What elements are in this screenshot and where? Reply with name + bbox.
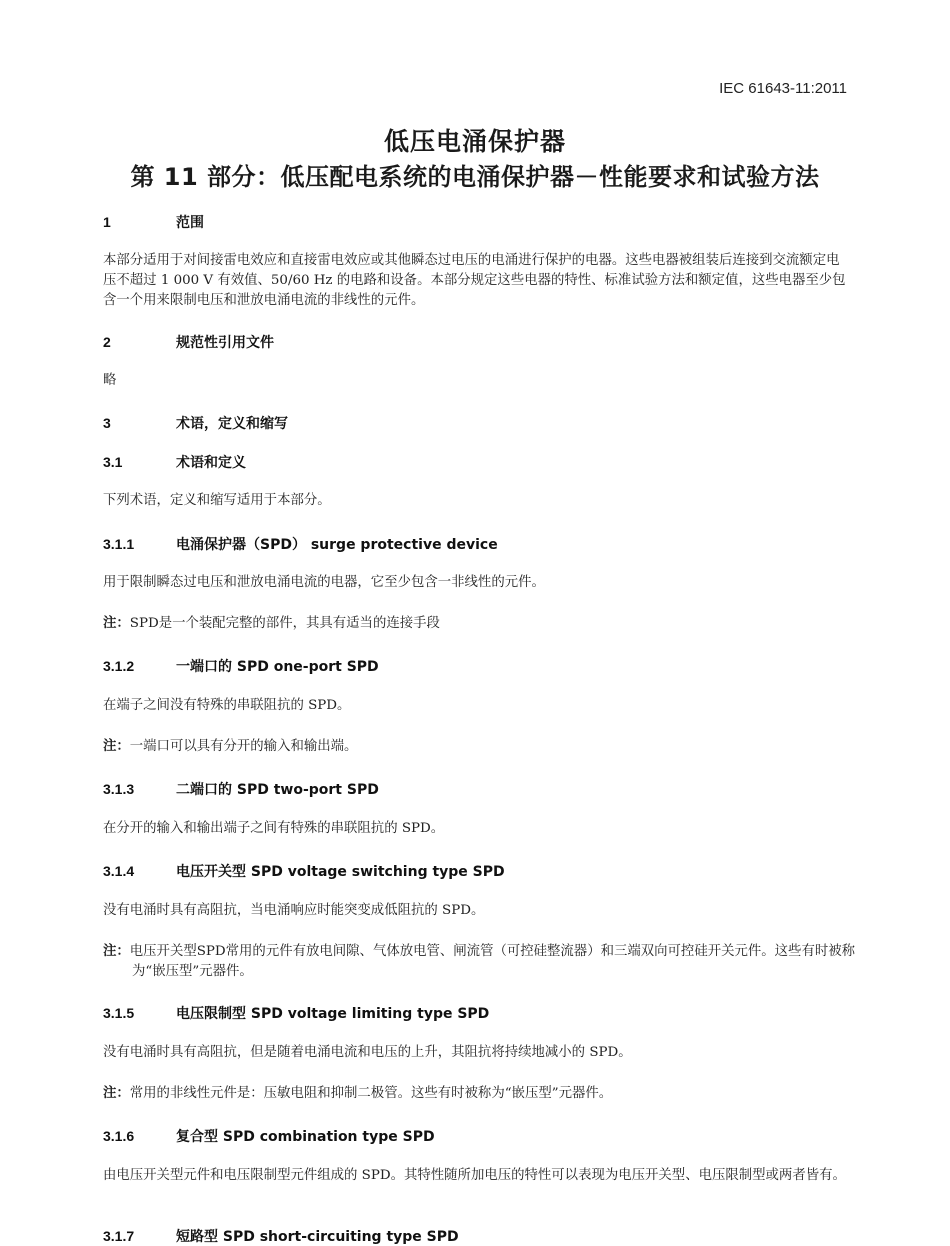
section-title: 电压限制型 SPD voltage limiting type SPD [176, 1006, 490, 1022]
section-3-heading [103, 413, 288, 433]
section-title: 二端口的 SPD two-port SPD [176, 782, 379, 798]
standard-number: IEC 61643-11:2011 [719, 80, 847, 97]
section-number: 3.1.2 [103, 658, 135, 674]
section-title: 电压开关型 SPD voltage switching type SPD [176, 864, 505, 880]
section-3-1-2-heading [103, 656, 379, 676]
section-3-1-7-heading [103, 1226, 459, 1246]
section-title: 规范性引用文件 [176, 335, 274, 351]
note-text: 常用的非线性元件是：压敏电阻和抑制二极管。这些有时被称为“嵌压型”元器件。 [129, 1086, 613, 1101]
section-3-1-4-body: 没有电涌时具有高阻抗，当电涌响应时能突变成低阻抗的 SPD。 [103, 903, 485, 918]
section-3-1-body: 下列术语，定义和缩写适用于本部分。 [103, 493, 331, 508]
section-3-1-5-body: 没有电涌时具有高阻抗，但是随着电涌电流和电压的上升，其阻抗将持续地减小的 SPD。 [103, 1045, 632, 1060]
section-title: 短路型 SPD short-circuiting type SPD [176, 1229, 459, 1245]
note-text: SPD是一个装配完整的部件，其具有适当的连接手段 [129, 616, 440, 631]
note-text: 一端口可以具有分开的输入和输出端。 [129, 739, 358, 754]
section-3-1-heading [103, 452, 246, 472]
section-number: 3.1.1 [103, 536, 135, 552]
note-label: 注： [103, 944, 130, 959]
section-number: 3 [103, 415, 111, 431]
section-3-1-5-note [103, 1084, 851, 1104]
section-2-heading [103, 332, 274, 352]
section-3-1-1-heading [103, 534, 498, 554]
section-1-heading [103, 212, 204, 232]
section-title: 范围 [176, 215, 204, 231]
section-2-body: 略 [103, 373, 117, 388]
section-title: 术语，定义和缩写 [176, 416, 288, 432]
section-3-1-2-note [103, 737, 851, 757]
section-1-body: 本部分适用于对间接雷电效应和直接雷电效应或其他瞬态过电压的电涌进行保护的电器。这些电器被组装后连接到交流额定电压不超过 1 000 V 有效值、50/60 Hz 的电路和设备。本部分规定这些电器的特性、标准试验方法和额定值，这些电器至少包含一个用来限制电压和泄放电涌电流的非线性的元件。 [103, 253, 846, 308]
section-3-1-4-note [103, 942, 880, 982]
section-number: 3.1.6 [103, 1128, 135, 1144]
section-title: 复合型 SPD combination type SPD [176, 1129, 435, 1145]
section-3-1-1-body: 用于限制瞬态过电压和泄放电涌电流的电器，它至少包含一非线性的元件。 [103, 575, 545, 590]
section-number: 2 [103, 334, 111, 350]
section-3-1-6-body: 由电压开关型元件和电压限制型元件组成的 SPD。其特性随所加电压的特性可以表现为电压开关型、电压限制型或两者皆有。 [103, 1168, 846, 1183]
section-3-1-2-body: 在端子之间没有特殊的串联阻抗的 SPD。 [103, 698, 351, 713]
document-title: 低压电涌保护器 [383, 127, 566, 156]
section-title: 一端口的 SPD one-port SPD [176, 659, 379, 675]
section-number: 3.1.3 [103, 781, 135, 797]
section-number: 3.1 [103, 454, 123, 470]
note-text: 电压开关型SPD常用的元件有放电间隙、气体放电管、闸流管（可控硅整流器）和三端双向可控硅开关元件。这些有时被称为“嵌压型”元器件。 [129, 944, 856, 979]
note-label: 注： [103, 616, 130, 631]
note-label: 注： [103, 1086, 130, 1101]
section-3-1-1-note [103, 614, 851, 634]
section-3-1-6-heading [103, 1126, 435, 1146]
section-title: 术语和定义 [176, 455, 246, 471]
note-label: 注： [103, 739, 130, 754]
section-number: 3.1.4 [103, 863, 135, 879]
section-3-1-3-body: 在分开的输入和输出端子之间有特殊的串联阻抗的 SPD。 [103, 821, 445, 836]
section-number: 3.1.5 [103, 1005, 135, 1021]
section-3-1-4-heading [103, 861, 505, 881]
section-number: 1 [103, 214, 111, 230]
section-number: 3.1.7 [103, 1228, 135, 1244]
section-title: 电涌保护器（SPD） surge protective device [176, 537, 498, 553]
section-3-1-3-heading [103, 779, 379, 799]
document-subtitle: 第 11 部分：低压配电系统的电涌保护器－性能要求和试验方法 [130, 163, 820, 191]
section-3-1-5-heading [103, 1003, 489, 1023]
